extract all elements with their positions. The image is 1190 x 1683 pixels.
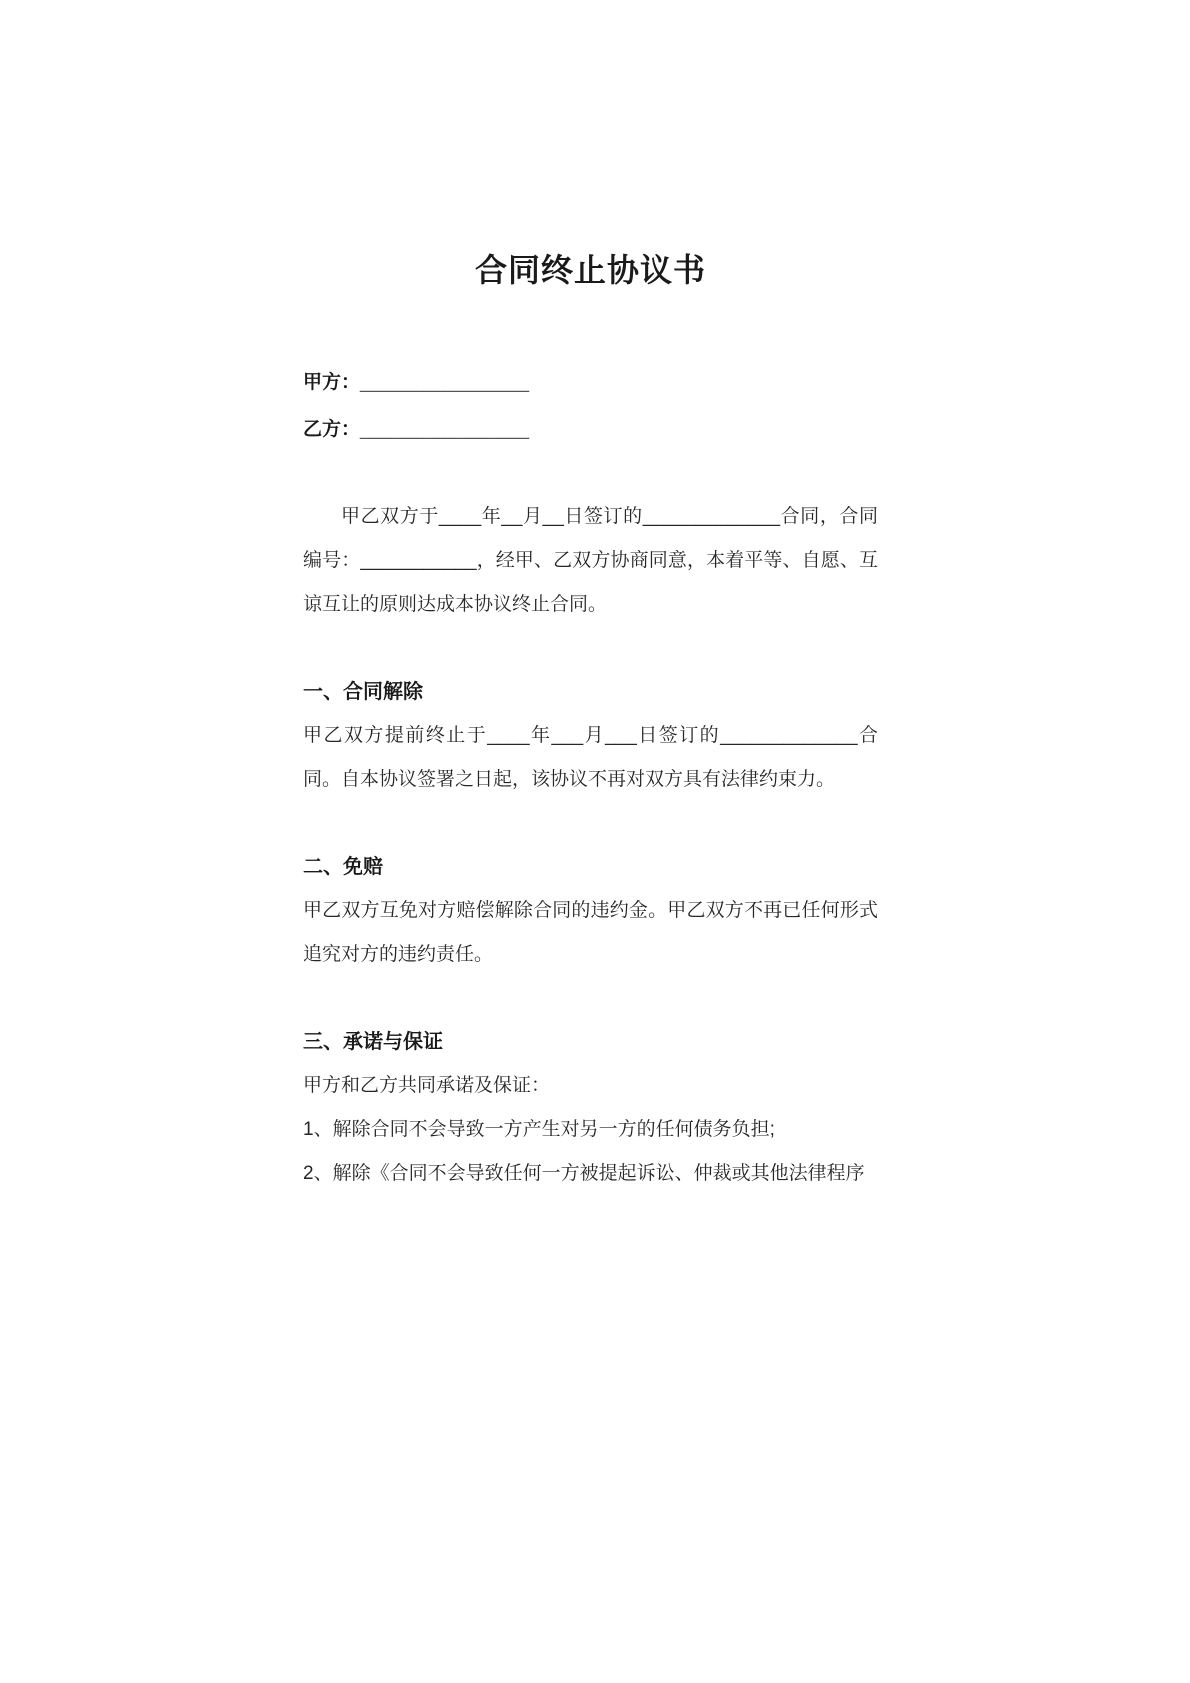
section-3-lead-paragraph: 甲方和乙方共同承诺及保证： xyxy=(303,1075,551,1096)
intro-paragraph: 甲乙双方于____年__月__日签订的_____________合同，合同编号：___________，经甲、乙双方协商同意，本着平等、自愿、互谅互让的原则达成本协议终止合同。 xyxy=(303,506,878,615)
section-contract-termination xyxy=(303,670,878,802)
party-b-line xyxy=(303,406,878,453)
section-1-heading: 一、合同解除 xyxy=(303,681,423,703)
party-a-line xyxy=(303,359,878,406)
section-waiver xyxy=(303,845,878,977)
party-a-label: 甲方： xyxy=(303,372,361,393)
section-1-paragraph: 甲乙双方提前终止于____年___月___日签订的_____________合同。自本协议签署之日起，该协议不再对双方具有法律约束力。 xyxy=(303,725,878,790)
party-a-blank: ________________ xyxy=(360,372,530,393)
party-b-blank: ________________ xyxy=(360,419,530,440)
parties-block xyxy=(303,359,878,453)
document-content xyxy=(303,0,878,1196)
section-3-heading: 三、承诺与保证 xyxy=(303,1031,443,1053)
party-b-label: 乙方： xyxy=(303,419,361,440)
section-2-paragraph: 甲乙双方互免对方赔偿解除合同的违约金。甲乙双方不再已任何形式追究对方的违约责任。 xyxy=(303,900,878,965)
section-3-item-1: 1、解除合同不会导致一方产生对另一方的任何债务负担; xyxy=(303,1119,775,1140)
document-title: 合同终止协议书 xyxy=(474,252,706,288)
section-3-item-2: 2、解除《合同不会导致任何一方被提起诉讼、仲裁或其他法律程序 xyxy=(303,1163,865,1184)
section-promises-guarantees xyxy=(303,1020,878,1196)
section-2-heading: 二、免赔 xyxy=(303,856,383,878)
